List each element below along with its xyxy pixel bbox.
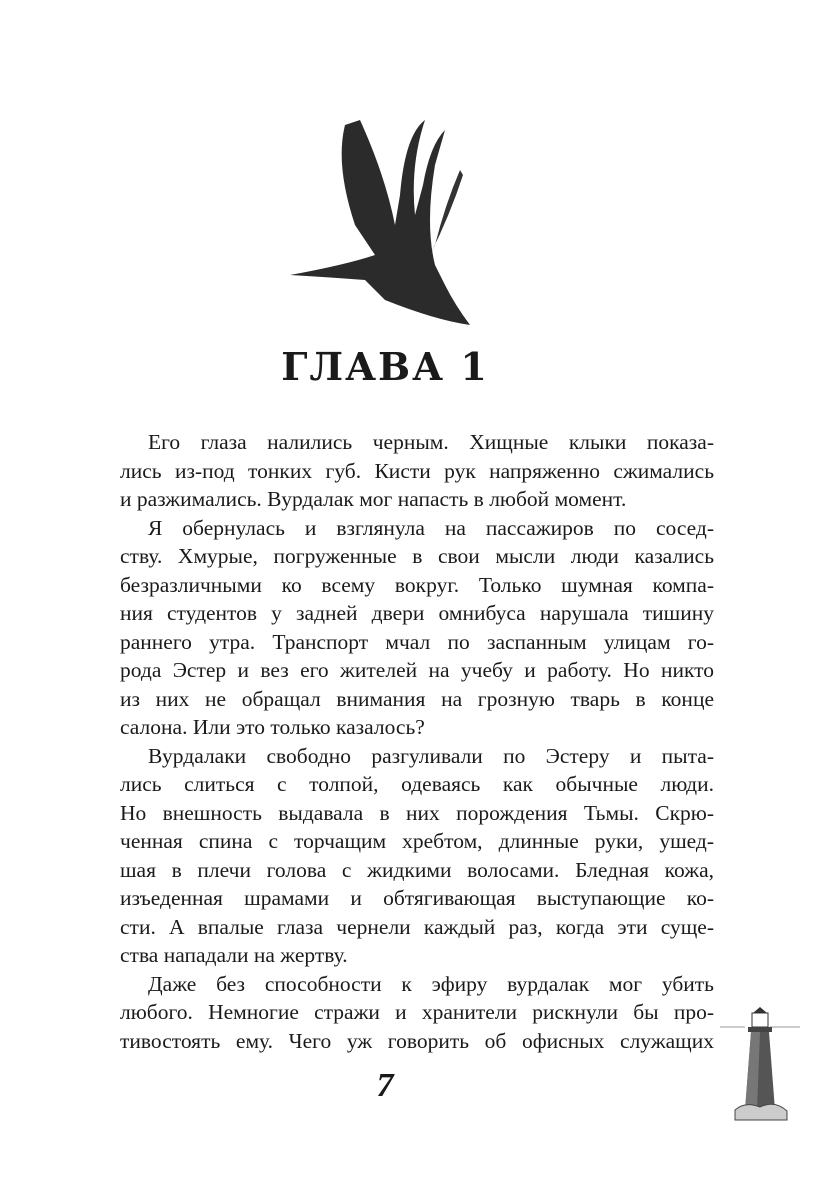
text-line: лись слиться с толпой, одеваясь как обычные люди. [120,772,714,796]
text-line: Но внешность выдавала в них порождения Тьмы. Скрю- [120,800,714,825]
text-line: лись из-под тонких губ. Кисти рук напряженно сжимались [120,458,714,483]
text-line: Даже без способности к эфиру вурдалак мог убить [148,971,714,996]
text-line: ства нападали на жертву. [120,943,348,967]
text-line: Я обернулась и взглянула на пассажиров по сосед- [148,515,714,540]
text-line: из них не обращал внимания на грозную тварь в конце [120,686,714,711]
text-line: ству. Хмурые, погруженные в свои мысли люди казались [120,544,714,568]
body-text [120,428,714,1055]
chapter-title: ГЛАВА 1 [281,344,489,389]
text-line: раннего утра. Транспорт мчал по заспанным улицам го- [120,629,714,654]
text-line: рода Эстер и вез его жителей на учебу и работу. Но никто [120,658,714,682]
text-line: салона. Или это только казалось? [120,715,425,739]
text-line: безразличными ко всему вокруг. Только шумная компа- [120,572,714,597]
text-line: шая в плечи голова с жидкими волосами. Бледная кожа, [120,857,714,882]
text-line: изъеденная шрамами и обтягивающая выступающие ко- [120,886,714,910]
page-number: 7 [376,1067,394,1104]
text-line: сти. А впалые глаза чернели каждый раз, когда эти суще- [120,914,714,939]
lighthouse-icon [715,1005,805,1125]
text-line: ния студентов у задней двери омнибуса нарушала тишину [120,601,714,625]
text-line: любого. Немногие стражи и хранители рискнули бы про- [120,1000,714,1024]
claw-illustration [285,105,485,335]
text-line: Его глаза налились черным. Хищные клыки показа- [148,430,714,454]
text-line: и разжимались. Вурдалак мог напасть в любой момент. [120,487,627,511]
text-line: ченная спина с торчащим хребтом, длинные руки, ушед- [120,829,714,853]
text-line: Вурдалаки свободно разгуливали по Эстеру и пыта- [148,743,714,768]
text-line: тивостоять ему. Чего уж говорить об офисных служащих [120,1028,714,1053]
